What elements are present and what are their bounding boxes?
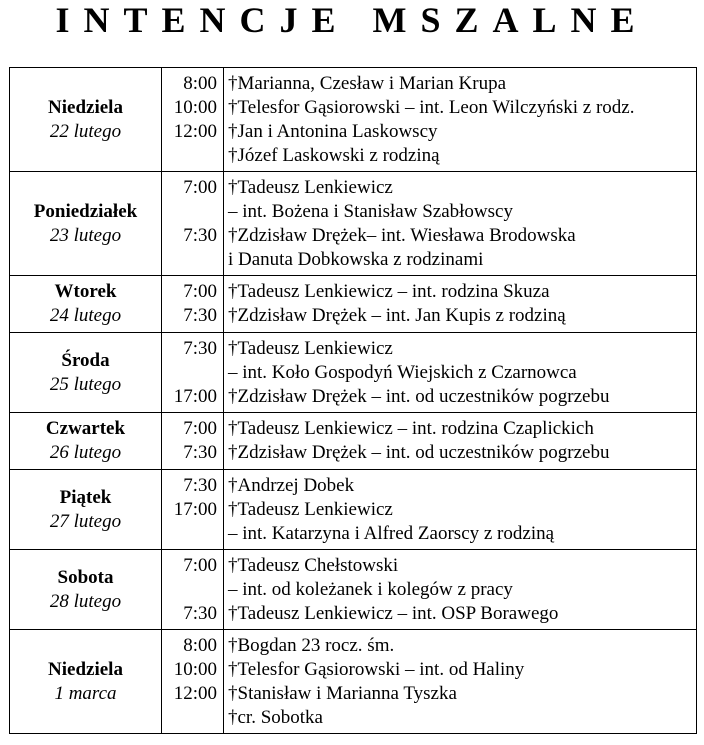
intention-line: †Telesfor Gąsiorowski – int. od Haliny (228, 658, 525, 680)
day-row (10, 413, 697, 470)
intention-cell (224, 68, 697, 172)
intention-line: †Zdzisław Drężek– int. Wiesława Brodowska (228, 224, 576, 246)
day-row (10, 68, 697, 172)
intention-line: †Tadeusz Lenkiewicz – int. rodzina Czaplickich (228, 418, 594, 439)
intention-line: †Tadeusz Lenkiewicz – int. OSP Borawego (228, 602, 559, 624)
time-cell (162, 470, 224, 550)
mass-time: 8:00 (183, 72, 217, 94)
day-cell (10, 630, 162, 734)
day-name: Sobota (57, 566, 114, 588)
intention-cell (224, 470, 697, 550)
mass-time: 7:30 (183, 305, 217, 326)
intention-line: †Jan i Antonina Laskowscy (228, 120, 438, 142)
intention-line: †Zdzisław Drężek – int. od uczestników pogrzebu (228, 385, 610, 407)
intention-line: †Marianna, Czesław i Marian Krupa (228, 72, 507, 94)
mass-time (162, 361, 217, 385)
day-row (10, 630, 697, 734)
intention-line: – int. od koleżanek i kolegów z pracy (228, 578, 513, 600)
intention-line: †Zdzisław Drężek – int. od uczestników pogrzebu (228, 442, 610, 463)
day-cell (10, 333, 162, 413)
intention-line: – int. Bożena i Stanisław Szabłowscy (228, 200, 513, 222)
mass-time (162, 522, 217, 546)
intention-cell (224, 333, 697, 413)
mass-time (162, 248, 217, 272)
mass-time: 7:30 (183, 442, 217, 463)
day-name: Czwartek (45, 418, 126, 439)
day-date: 28 lutego (49, 590, 122, 612)
intention-line: †cr. Sobotka (228, 706, 323, 728)
time-cell (162, 276, 224, 333)
day-date: 1 marca (54, 682, 117, 704)
mass-time: 8:00 (183, 634, 217, 656)
mass-time: 10:00 (173, 96, 217, 118)
mass-time: 7:30 (183, 602, 217, 624)
day-date: 25 lutego (49, 373, 122, 395)
intention-line: †Józef Laskowski z rodziną (228, 144, 440, 166)
mass-time (162, 200, 217, 224)
mass-time: 7:00 (183, 418, 217, 439)
intention-line: – int. Katarzyna i Alfred Zaorscy z rodziną (228, 522, 555, 544)
mass-time (162, 578, 217, 602)
intention-line: †Tadeusz Lenkiewicz (228, 176, 393, 198)
day-cell (10, 550, 162, 630)
day-date: 23 lutego (49, 224, 122, 246)
day-cell (10, 172, 162, 276)
intention-line: †Zdzisław Drężek – int. Jan Kupis z rodziną (228, 305, 566, 326)
mass-time: 17:00 (173, 498, 217, 520)
intention-cell (224, 413, 697, 470)
intention-cell (224, 630, 697, 734)
page-title: INTENCJE MSZALNE (55, 0, 649, 40)
intention-line: †Stanisław i Marianna Tyszka (228, 682, 457, 704)
day-cell (10, 68, 162, 172)
mass-time: 10:00 (173, 658, 217, 680)
time-cell (162, 630, 224, 734)
time-cell (162, 413, 224, 470)
day-date: 27 lutego (49, 510, 122, 532)
day-name: Wtorek (54, 281, 117, 302)
mass-time: 7:30 (183, 224, 217, 246)
intention-cell (224, 276, 697, 333)
intention-line: †Tadeusz Lenkiewicz – int. rodzina Skuza (228, 281, 550, 302)
mass-time: 7:00 (183, 554, 217, 576)
intention-line: †Andrzej Dobek (228, 474, 355, 496)
intention-line: i Danuta Dobkowska z rodzinami (228, 248, 484, 270)
day-name: Niedziela (48, 658, 123, 680)
intention-line: †Tadeusz Lenkiewicz (228, 337, 393, 359)
intention-line: †Telesfor Gąsiorowski – int. Leon Wilczyński z rodz. (228, 96, 635, 118)
mass-time: 7:30 (183, 474, 217, 496)
day-row (10, 333, 697, 413)
day-date: 24 lutego (49, 305, 122, 326)
day-date: 22 lutego (49, 120, 122, 142)
day-name: Piątek (59, 486, 112, 508)
day-name: Niedziela (48, 96, 123, 118)
day-row (10, 470, 697, 550)
day-name: Środa (61, 349, 110, 371)
day-row (10, 172, 697, 276)
mass-time: 12:00 (173, 120, 217, 142)
day-date: 26 lutego (49, 442, 122, 463)
mass-time: 12:00 (173, 682, 217, 704)
day-cell (10, 470, 162, 550)
time-cell (162, 550, 224, 630)
intention-line: †Bogdan 23 rocz. śm. (228, 634, 395, 656)
intention-cell (224, 550, 697, 630)
mass-time: 7:00 (183, 281, 217, 302)
mass-time (162, 706, 217, 730)
intention-line: †Tadeusz Chełstowski (228, 554, 399, 576)
intention-line: – int. Koło Gospodyń Wiejskich z Czarnowca (228, 361, 577, 383)
day-cell (10, 276, 162, 333)
time-cell (162, 172, 224, 276)
mass-time: 17:00 (173, 385, 217, 407)
mass-intentions-table (9, 67, 697, 734)
time-cell (162, 333, 224, 413)
day-row (10, 276, 697, 333)
day-name: Poniedziałek (33, 200, 138, 222)
mass-time (162, 144, 217, 168)
mass-time: 7:30 (183, 337, 217, 359)
intention-line: †Tadeusz Lenkiewicz (228, 498, 393, 520)
intention-cell (224, 172, 697, 276)
day-row (10, 550, 697, 630)
mass-time: 7:00 (183, 176, 217, 198)
time-cell (162, 68, 224, 172)
day-cell (10, 413, 162, 470)
